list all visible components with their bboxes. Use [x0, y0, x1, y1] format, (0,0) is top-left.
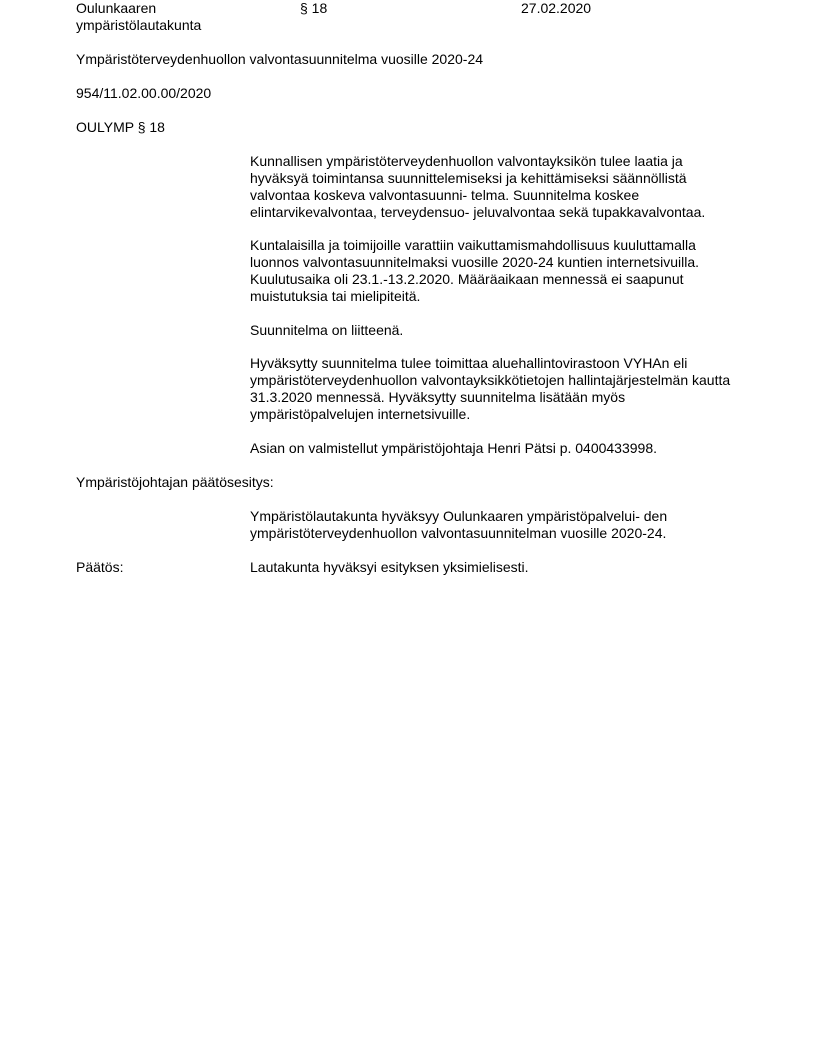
- decision-label: Päätös:: [76, 559, 124, 575]
- document-title: Ympäristöterveydenhuollon valvontasuunnitelma vuosille 2020-24: [76, 51, 484, 67]
- decision-text: Lautakunta hyväksyi esityksen yksimielisesti.: [250, 559, 529, 575]
- body-paragraph-3: Suunnitelma on liitteenä.: [250, 322, 404, 338]
- organization-line-2: ympäristölautakunta: [76, 17, 202, 33]
- header-section: § 18: [300, 0, 328, 16]
- proposal-text: Ympäristölautakunta hyväksyy Oulunkaaren ympäristöpalvelui- den ympäristöterveydenhuollon valvontasuunnitelman vuosille 2020-24.: [250, 508, 668, 541]
- header-organization: [76, 0, 276, 34]
- body-paragraph-4: Hyväksytty suunnitelma tulee toimittaa aluehallintovirastoon VYHAn eli ympäristöterveydenhuollon valvontayksikkötietojen hallintajärjestelmän kautta 31.3.2020 mennessä. Hyväksytty suunnitelma lisätään myös ympäristöpalvelujen internetsivuille.: [250, 355, 731, 422]
- proposal-label: Ympäristöjohtajan päätösesitys:: [76, 474, 274, 490]
- organization-line-1: Oulunkaaren: [76, 0, 157, 16]
- body-paragraph-1: Kunnallisen ympäristöterveydenhuollon valvontayksikön tulee laatia ja hyväksyä toimintansa suunnittelemiseksi ja kehittämiseksi säännöllistä valvontaa koskeva valvontasuunni- telma. Suunnitelma koskee elintarvikevalvontaa, terveydensuo- jeluvalvontaa sekä tupakkavalvontaa.: [250, 153, 706, 220]
- header-date: 27.02.2020: [521, 0, 592, 16]
- record-number: 954/11.02.00.00/2020: [76, 85, 212, 101]
- body-paragraph-2: Kuntalaisilla ja toimijoille varattiin vaikuttamismahdollisuus kuuluttamalla luonnos valvontasuunnitelmaksi vuosille 2020-24 kuntien internetsivuilla. Kuulutusaika oli 23.1.-13.2.2020. Määräaikaan mennessä ei saapunut muistutuksia tai mielipiteitä.: [250, 237, 700, 304]
- body-paragraph-5: Asian on valmistellut ympäristöjohtaja Henri Pätsi p. 0400433998.: [250, 440, 658, 456]
- case-reference: OULYMP § 18: [76, 119, 165, 135]
